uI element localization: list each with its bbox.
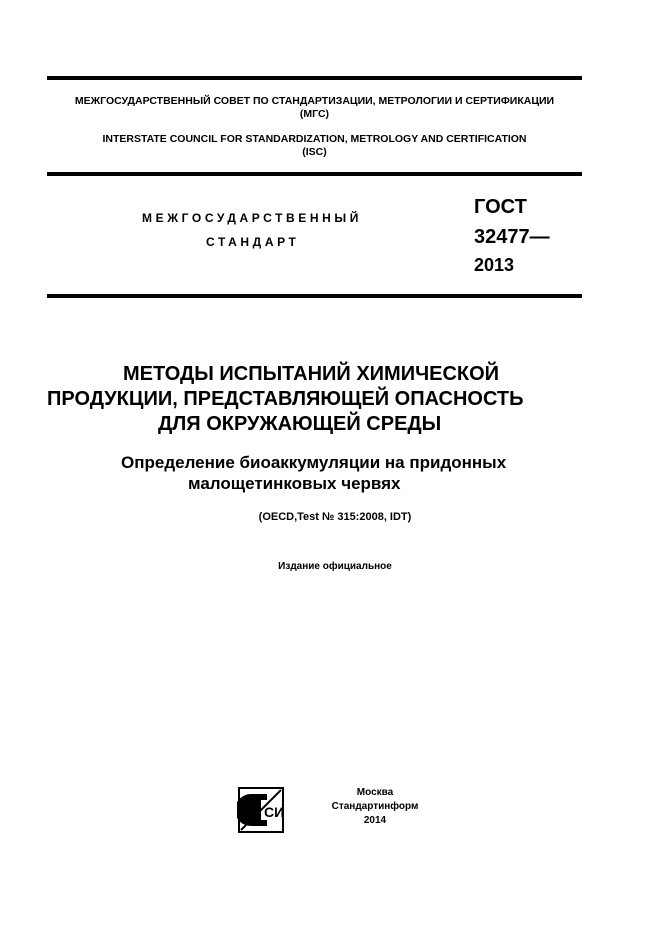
subtitle-line1: Определение биоаккумуляции на придонных xyxy=(121,453,507,472)
imprint xyxy=(320,786,430,828)
gost-year: 2013 xyxy=(474,255,515,275)
imprint-city: Москва xyxy=(356,787,394,798)
header-bottom-rule xyxy=(47,172,582,176)
standartinform-logo-icon xyxy=(237,786,285,834)
council-ru-name: МЕЖГОСУДАРСТВЕННЫЙ СОВЕТ ПО СТАНДАРТИЗАЦИИ, МЕТРОЛОГИИ И СЕРТИФИКАЦИИ xyxy=(74,95,555,107)
standard-type-line2: СТАНДАРТ xyxy=(206,235,300,249)
council-en-name: INTERSTATE COUNCIL FOR STANDARDIZATION, METROLOGY AND CERTIFICATION xyxy=(102,133,527,145)
logo-letters: СИ xyxy=(264,804,285,820)
oecd-reference: (OECD,Test № 315:2008, IDT) xyxy=(258,511,412,523)
designation-bottom-rule xyxy=(47,294,582,298)
imprint-publisher: Стандартинформ xyxy=(331,801,419,812)
title-line3: ДЛЯ ОКРУЖАЮЩЕЙ СРЕДЫ xyxy=(158,413,442,435)
title-line2: ПРОДУКЦИИ, ПРЕДСТАВЛЯЮЩЕЙ ОПАСНОСТЬ xyxy=(47,388,524,410)
standard-type-line1: МЕЖГОСУДАРСТВЕННЫЙ xyxy=(142,211,362,225)
council-en-abbr: (ISC) xyxy=(302,146,327,158)
council-ru-abbr: (МГС) xyxy=(299,108,330,120)
imprint-year: 2014 xyxy=(363,815,387,826)
gost-label: ГОСТ xyxy=(474,196,527,218)
top-rule xyxy=(47,76,582,80)
gost-number: 32477— xyxy=(474,226,550,248)
edition-note: Издание официальное xyxy=(278,561,392,572)
title-line1: МЕТОДЫ ИСПЫТАНИЙ ХИМИЧЕСКОЙ xyxy=(123,363,500,385)
subtitle-line2: малощетинковых червях xyxy=(188,474,401,493)
